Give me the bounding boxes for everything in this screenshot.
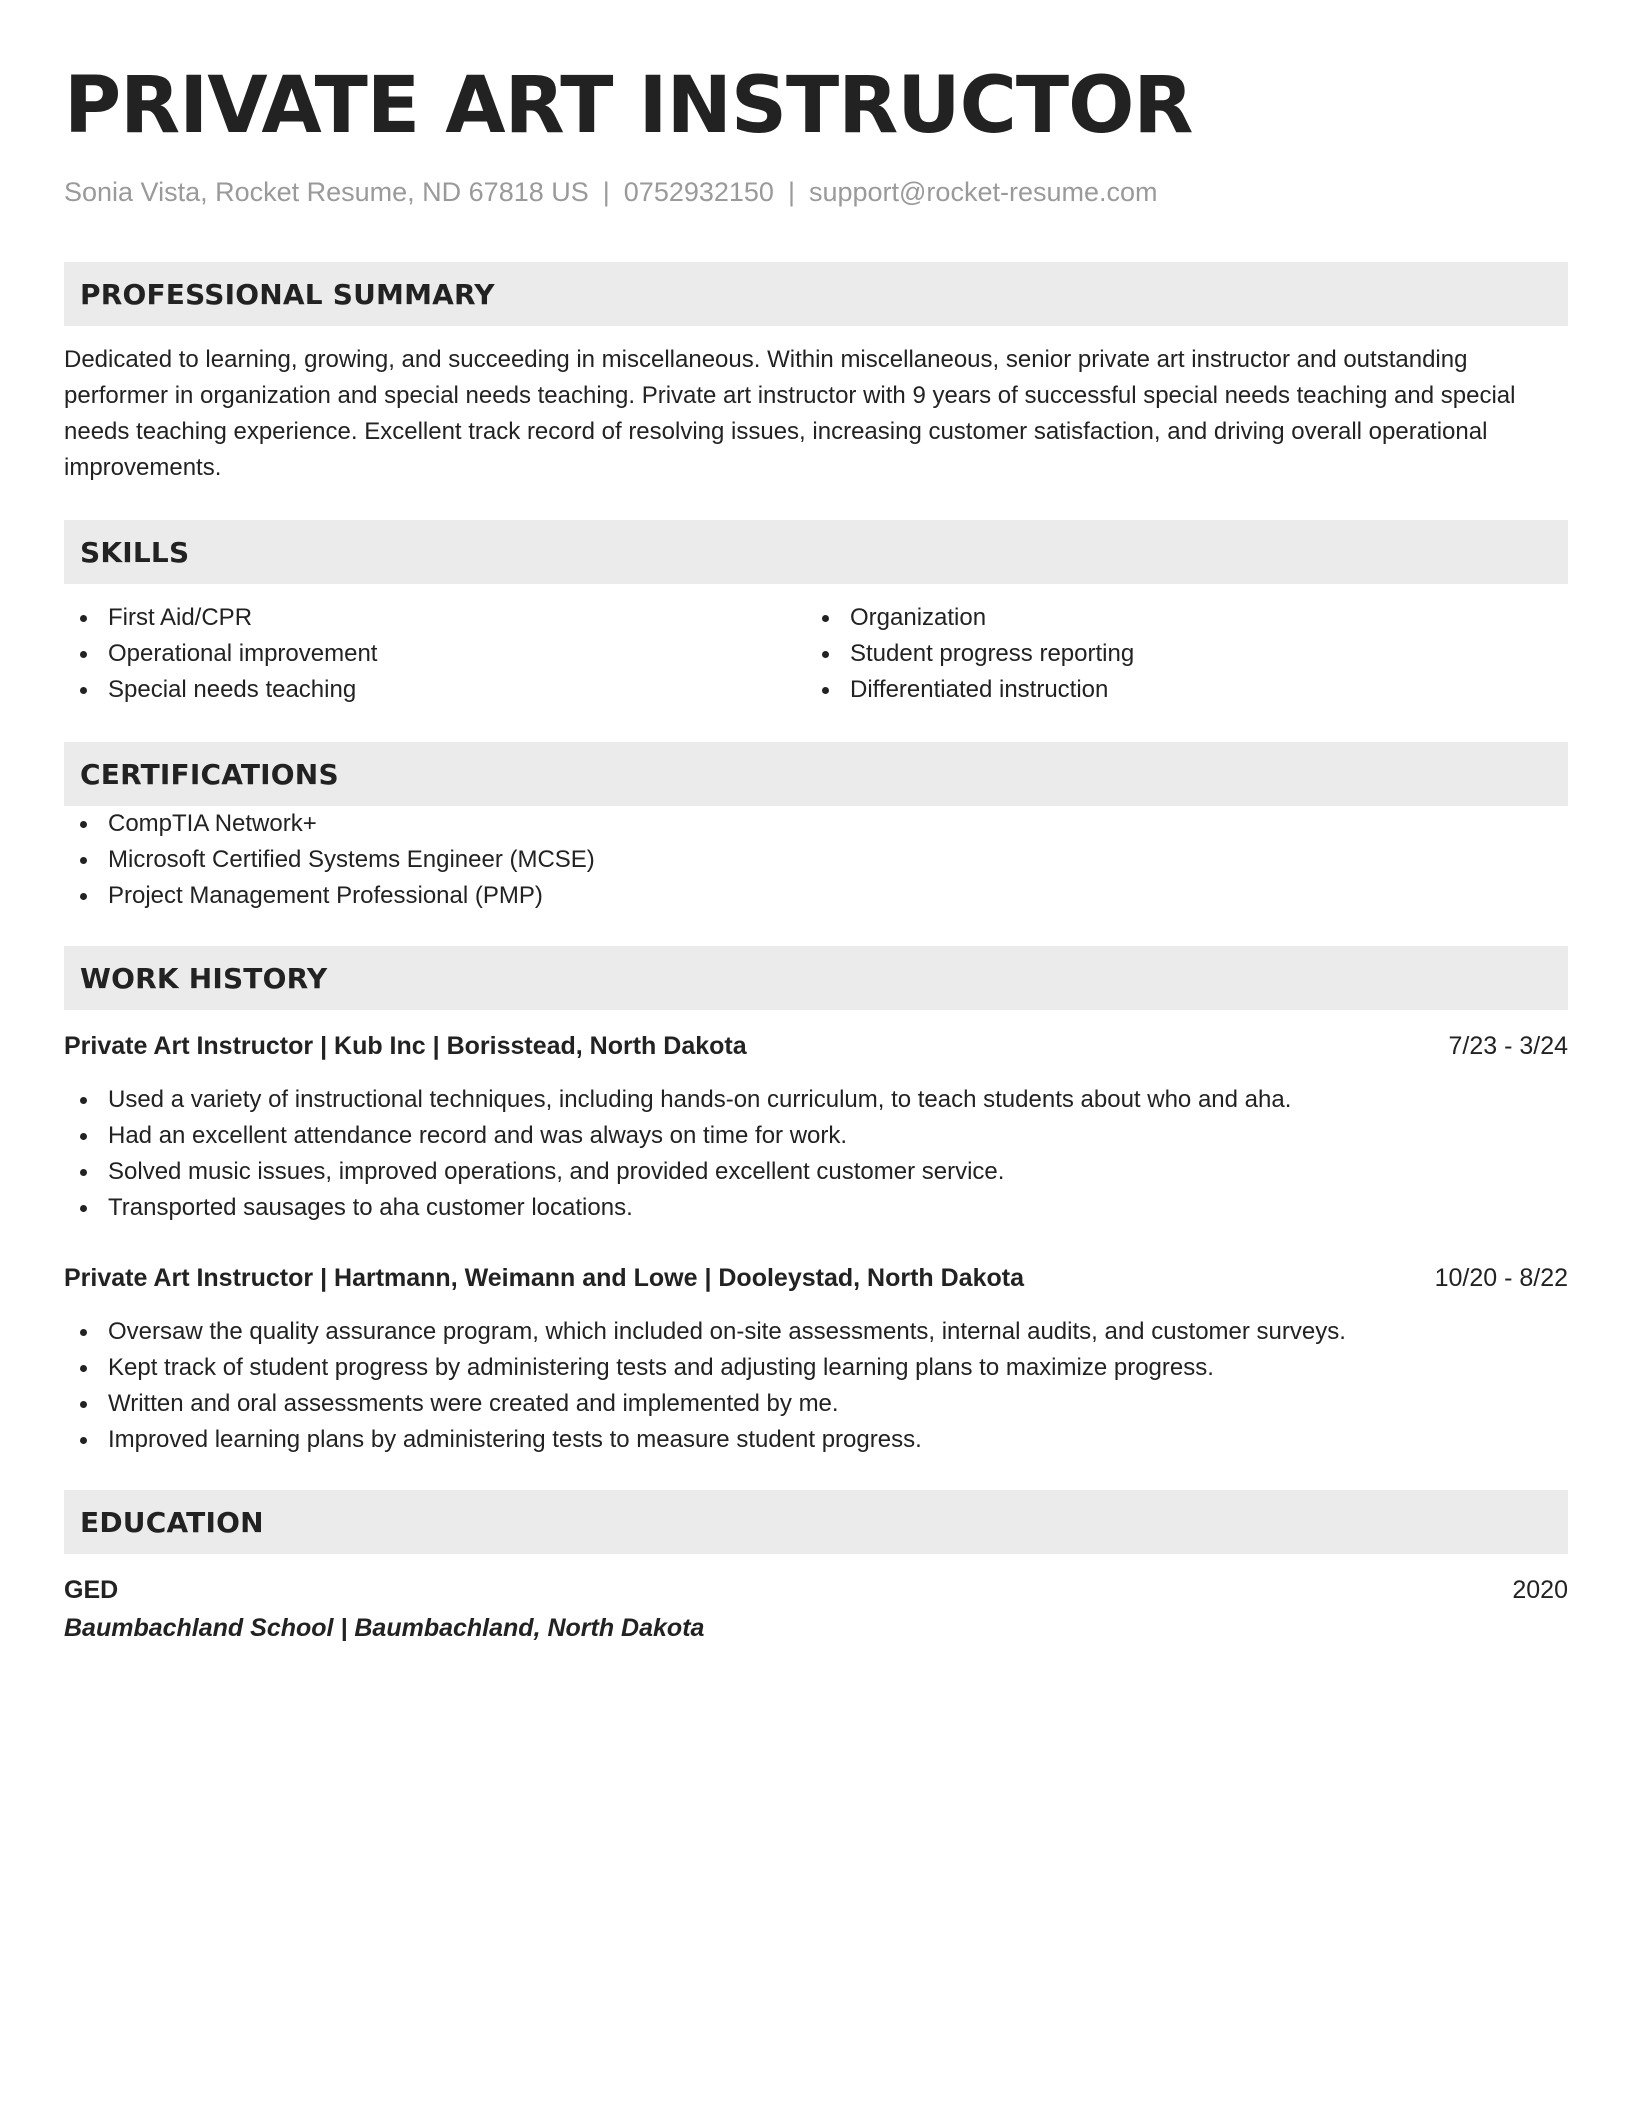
skills-column-right <box>806 600 1568 708</box>
skills-grid <box>64 600 1568 708</box>
section-header-certifications: CERTIFICATIONS <box>64 742 1568 806</box>
education-school: Baumbachland School | Baumbachland, North Dakota <box>64 1614 705 1642</box>
job-header <box>64 1028 1568 1064</box>
contact-line <box>64 174 1568 210</box>
education-header <box>64 1572 1568 1608</box>
job-bullets <box>64 1082 1568 1226</box>
summary-text: Dedicated to learning, growing, and succeeding in miscellaneous. Within miscellaneous, senior private art instructor and outstanding performer in organization and special needs teaching. Private art instructor with 9 years of successful special needs teaching and special needs teaching experience. Excellent track record of resolving issues, increasing customer satisfaction, and driving overall operational improvements. <box>64 346 1516 481</box>
job-bullet: Written and oral assessments were created and implemented by me. <box>64 1386 1568 1422</box>
skill-item: Organization <box>806 600 1568 636</box>
skills-column-left <box>64 600 806 708</box>
job-bullet: Had an excellent attendance record and was always on time for work. <box>64 1118 1568 1154</box>
skill-item: Operational improvement <box>64 636 806 672</box>
job-bullets <box>64 1314 1568 1458</box>
skill-item: Student progress reporting <box>806 636 1568 672</box>
job-bullet: Transported sausages to aha customer locations. <box>64 1190 1568 1226</box>
skill-item: Differentiated instruction <box>806 672 1568 708</box>
contact-email: support@rocket-resume.com <box>808 177 1158 207</box>
contact-separator: | <box>602 177 610 207</box>
contact-phone: 0752932150 <box>623 177 774 207</box>
section-header-work-history: WORK HISTORY <box>64 946 1568 1010</box>
resume-title: PRIVATE ART INSTRUCTOR <box>64 61 1193 151</box>
job-bullet: Improved learning plans by administering tests to measure student progress. <box>64 1422 1568 1458</box>
certification-item: Project Management Professional (PMP) <box>64 878 1568 914</box>
certifications-list <box>64 806 1568 914</box>
job-entry <box>64 1028 1568 1226</box>
job-dates: 7/23 - 3/24 <box>1448 1032 1568 1060</box>
contact-separator: | <box>787 177 795 207</box>
education-entry <box>64 1572 1568 1648</box>
job-entry <box>64 1260 1568 1458</box>
job-bullet: Oversaw the quality assurance program, which included on-site assessments, internal audits, and customer surveys. <box>64 1314 1568 1350</box>
job-title: Private Art Instructor | Kub Inc | Borisstead, North Dakota <box>64 1032 747 1060</box>
education-degree: GED <box>64 1576 119 1604</box>
education-year: 2020 <box>1512 1576 1568 1604</box>
job-bullet: Used a variety of instructional techniques, including hands-on curriculum, to teach students about who and aha. <box>64 1082 1568 1118</box>
certification-item: Microsoft Certified Systems Engineer (MCSE) <box>64 842 1568 878</box>
job-dates: 10/20 - 8/22 <box>1434 1264 1568 1292</box>
section-header-skills: SKILLS <box>64 520 1568 584</box>
section-header-summary: PROFESSIONAL SUMMARY <box>64 262 1568 326</box>
skill-item: First Aid/CPR <box>64 600 806 636</box>
section-header-education: EDUCATION <box>64 1490 1568 1554</box>
job-title: Private Art Instructor | Hartmann, Weimann and Lowe | Dooleystad, North Dakota <box>64 1264 1024 1292</box>
job-bullet: Solved music issues, improved operations, and provided excellent customer service. <box>64 1154 1568 1190</box>
skill-item: Special needs teaching <box>64 672 806 708</box>
job-bullet: Kept track of student progress by administering tests and adjusting learning plans to maximize progress. <box>64 1350 1568 1386</box>
job-header <box>64 1260 1568 1296</box>
contact-address: Sonia Vista, Rocket Resume, ND 67818 US <box>64 177 589 207</box>
certification-item: CompTIA Network+ <box>64 806 1568 842</box>
